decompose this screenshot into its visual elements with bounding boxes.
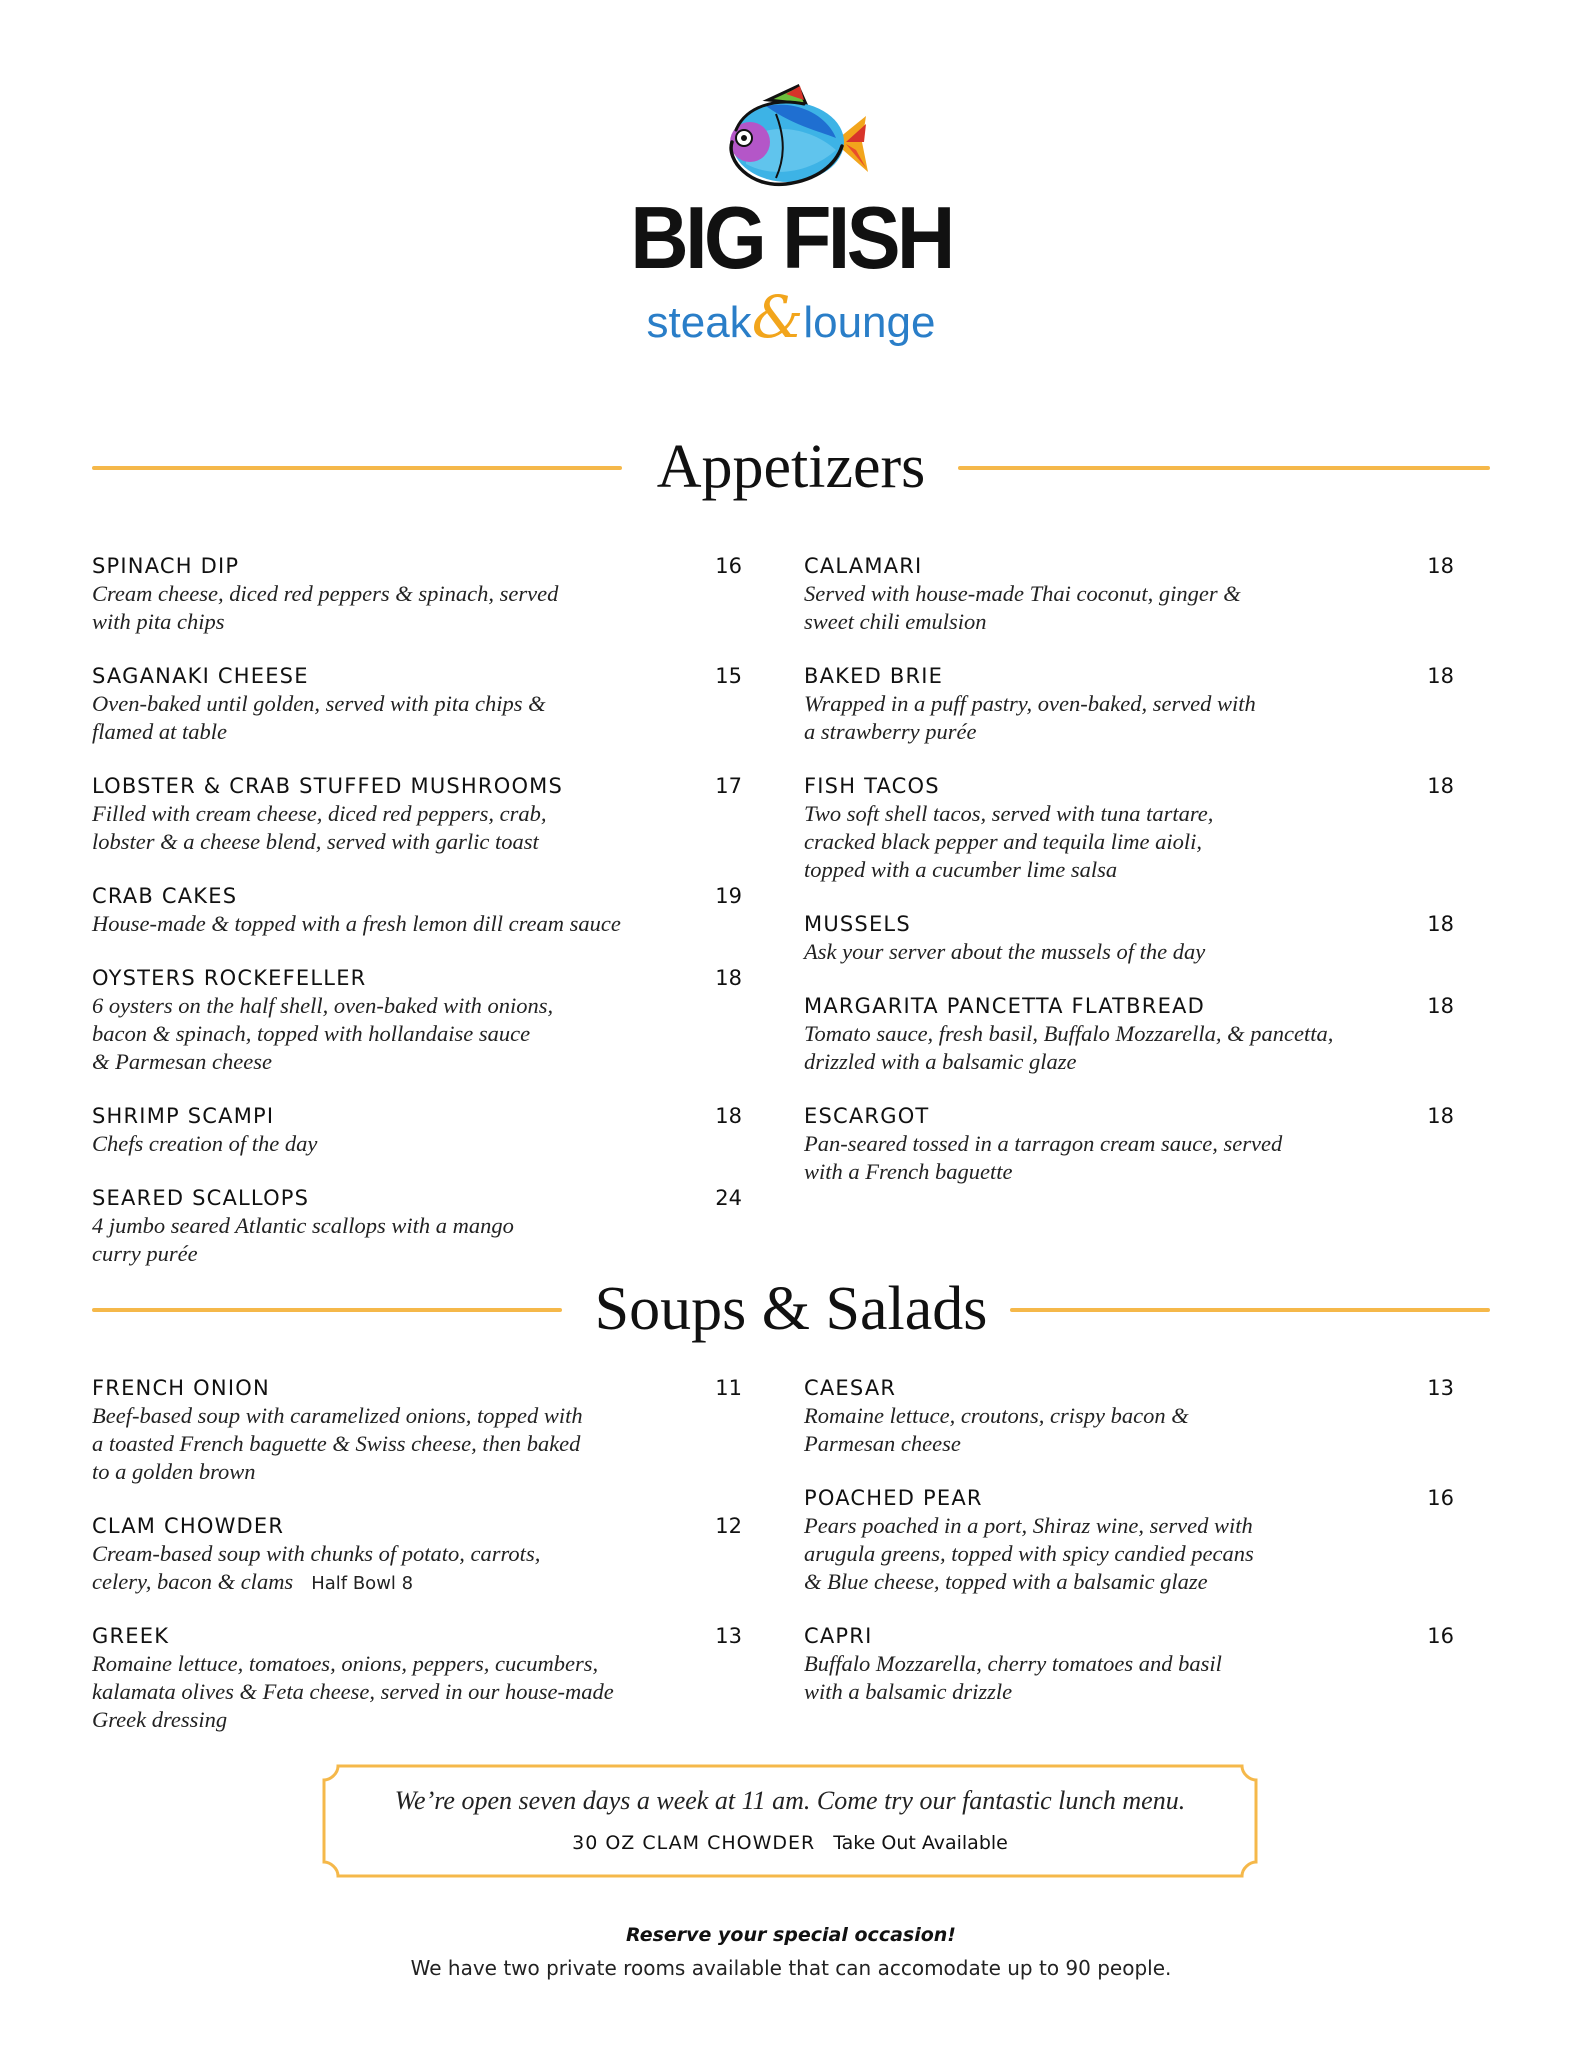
menu-item-name: GREEK — [92, 1624, 170, 1648]
menu-item-name: CAESAR — [804, 1376, 897, 1400]
notice-chowder: 30 OZ CLAM CHOWDER — [572, 1832, 816, 1854]
menu-item-description: Pan-seared tossed in a tarragon cream sauce, served with a French baguette — [804, 1131, 1283, 1184]
footer-reserve: Reserve your special occasion! — [626, 1924, 956, 1946]
brand-sub-right: lounge — [803, 298, 936, 347]
menu-item-description: Cream cheese, diced red peppers & spinach, served with pita chips — [92, 581, 559, 634]
menu-item — [92, 884, 742, 938]
notice-takeout-label: Take Out Available — [833, 1832, 1008, 1854]
menu-item — [804, 554, 1454, 636]
menu-item-description: Two soft shell tacos, served with tuna tartare, cracked black pepper and tequila lime aioli, topped with a cucumber lime salsa — [804, 801, 1214, 882]
menu-item — [92, 664, 742, 746]
section-title: Soups & Salads — [579, 1275, 1004, 1343]
menu-item-description: Filled with cream cheese, diced red peppers, crab, lobster & a cheese blend, served with garlic toast — [92, 801, 547, 854]
menu-item-description: Chefs creation of the day — [92, 1131, 318, 1156]
menu-item-price: 12 — [715, 1514, 742, 1538]
menu-item-price: 16 — [1427, 1624, 1454, 1648]
menu-item — [92, 1186, 742, 1268]
menu-item — [804, 994, 1454, 1076]
menu-item-header — [804, 1486, 1454, 1510]
menu-item-description: Cream-based soup with chunks of potato, carrots, celery, bacon & clams Half Bowl 8 — [92, 1541, 541, 1594]
menu-item-name: CLAM CHOWDER — [92, 1514, 285, 1538]
menu-item-header — [804, 554, 1454, 578]
menu-item-name: POACHED PEAR — [804, 1486, 983, 1510]
menu-item — [92, 1104, 742, 1158]
menu-item-header — [804, 1104, 1454, 1128]
menu-item-name: CAPRI — [804, 1624, 873, 1648]
menu-item-description: Served with house-made Thai coconut, ginger & sweet chili emulsion — [804, 581, 1241, 634]
brand-logo — [0, 80, 1582, 351]
menu-item-price: 18 — [1427, 774, 1454, 798]
notice-takeout — [320, 1832, 1260, 1854]
menu-item-header — [92, 1376, 742, 1400]
menu-item-description: 4 jumbo seared Atlantic scallops with a mango curry purée — [92, 1213, 514, 1266]
menu-item-description: Oven-baked until golden, served with pita chips & flamed at table — [92, 691, 546, 744]
menu-item-price: 16 — [715, 554, 742, 578]
notice-frame — [320, 1762, 1260, 1880]
menu-item-header — [92, 774, 742, 798]
menu-item-price: 18 — [1427, 554, 1454, 578]
menu-item-price: 19 — [715, 884, 742, 908]
menu-item-price: 18 — [1427, 664, 1454, 688]
menu-item-header — [804, 774, 1454, 798]
menu-item-header — [804, 912, 1454, 936]
menu-item-header — [92, 966, 742, 990]
menu-item-name: CRAB CAKES — [92, 884, 238, 908]
notice-hours: We’re open seven days a week at 11 am. Come try our fantastic lunch menu. — [394, 1786, 1186, 1815]
brand-sub-left: steak — [646, 298, 752, 347]
menu-item — [92, 1376, 742, 1486]
footer-private-rooms: We have two private rooms available that can accomodate up to 90 people. — [410, 1956, 1172, 1980]
menu-item — [804, 1486, 1454, 1596]
notice-box — [320, 1762, 1260, 1880]
menu-item-description: Romaine lettuce, tomatoes, onions, peppers, cucumbers, kalamata olives & Feta cheese, served in our house-made Greek dressing — [92, 1651, 614, 1732]
menu-item-header — [92, 884, 742, 908]
menu-item-name: MARGARITA PANCETTA FLATBREAD — [804, 994, 1205, 1018]
menu-item-description: Tomato sauce, fresh basil, Buffalo Mozzarella, & pancetta, drizzled with a balsamic glaze — [804, 1021, 1334, 1074]
menu-item — [804, 1376, 1454, 1458]
brand-subtitle — [0, 283, 1582, 351]
menu-item — [92, 1514, 742, 1598]
menu-item-name: OYSTERS ROCKEFELLER — [92, 966, 367, 990]
menu-item — [804, 664, 1454, 746]
menu-item-name: FRENCH ONION — [92, 1376, 270, 1400]
menu-item — [92, 966, 742, 1076]
appetizers-header — [92, 432, 1490, 502]
menu-item-name: SHRIMP SCAMPI — [92, 1104, 275, 1128]
menu-item-header — [804, 994, 1454, 1018]
menu-item-header — [92, 664, 742, 688]
section-title: Appetizers — [641, 433, 942, 501]
menu-item-name: BAKED BRIE — [804, 664, 944, 688]
menu-item — [92, 554, 742, 636]
menu-item-price: 24 — [715, 1186, 742, 1210]
soups-header — [92, 1274, 1490, 1344]
menu-item-name: SAGANAKI CHEESE — [92, 664, 309, 688]
menu-item-description: Buffalo Mozzarella, cherry tomatoes and basil with a balsamic drizzle — [804, 1651, 1222, 1704]
menu-item-description: 6 oysters on the half shell, oven-baked with onions, bacon & spinach, topped with hollandaise sauce & Parmesan cheese — [92, 993, 554, 1074]
menu-item-header — [804, 1624, 1454, 1648]
menu-item-price: 11 — [715, 1376, 742, 1400]
footer — [0, 1924, 1582, 1980]
menu-item-header — [92, 1514, 742, 1538]
menu-item-price: 18 — [715, 966, 742, 990]
menu-item-price: 18 — [1427, 994, 1454, 1018]
menu-item-description: Romaine lettuce, croutons, crispy bacon & Parmesan cheese — [804, 1403, 1189, 1456]
menu-item-extra: Half Bowl 8 — [311, 1573, 414, 1594]
menu-item-price: 17 — [715, 774, 742, 798]
menu-item-price: 13 — [715, 1624, 742, 1648]
menu-item-description: Ask your server about the mussels of the day — [804, 939, 1206, 964]
menu-item-price: 13 — [1427, 1376, 1454, 1400]
menu-item-description: Beef-based soup with caramelized onions, topped with a toasted French baguette & Swiss cheese, then baked to a golden brown — [92, 1403, 583, 1484]
menu-item-name: SEARED SCALLOPS — [92, 1186, 310, 1210]
menu-item-header — [92, 554, 742, 578]
menu-item-name: LOBSTER & CRAB STUFFED MUSHROOMS — [92, 774, 564, 798]
menu-item — [804, 1104, 1454, 1186]
menu-item-name: SPINACH DIP — [92, 554, 240, 578]
menu-item-header — [92, 1186, 742, 1210]
menu-item — [92, 774, 742, 856]
menu-item — [92, 1624, 742, 1734]
menu-item — [804, 1624, 1454, 1706]
menu-item-name: CALAMARI — [804, 554, 923, 578]
menu-item-description: Wrapped in a puff pastry, oven-baked, served with a strawberry purée — [804, 691, 1256, 744]
menu-item-header — [92, 1104, 742, 1128]
menu-item — [804, 774, 1454, 884]
brand-sub-amp: & — [751, 283, 804, 351]
menu-item — [804, 912, 1454, 966]
brand-name: BIG FISH — [630, 188, 952, 287]
menu-item-price: 18 — [715, 1104, 742, 1128]
menu-item-price: 16 — [1427, 1486, 1454, 1510]
fish-icon — [706, 80, 876, 200]
menu-item-name: FISH TACOS — [804, 774, 940, 798]
menu-item-name: ESCARGOT — [804, 1104, 930, 1128]
menu-item-price: 15 — [715, 664, 742, 688]
menu-item-header — [804, 664, 1454, 688]
menu-item-description: Pears poached in a port, Shiraz wine, served with arugula greens, topped with spicy candied pecans & Blue cheese, topped with a balsamic glaze — [804, 1513, 1254, 1594]
menu-item-header — [804, 1376, 1454, 1400]
menu-item-price: 18 — [1427, 912, 1454, 936]
menu-item-header — [92, 1624, 742, 1648]
menu-item-price: 18 — [1427, 1104, 1454, 1128]
menu-item-name: MUSSELS — [804, 912, 911, 936]
menu-item-description: House-made & topped with a fresh lemon dill cream sauce — [92, 911, 621, 936]
